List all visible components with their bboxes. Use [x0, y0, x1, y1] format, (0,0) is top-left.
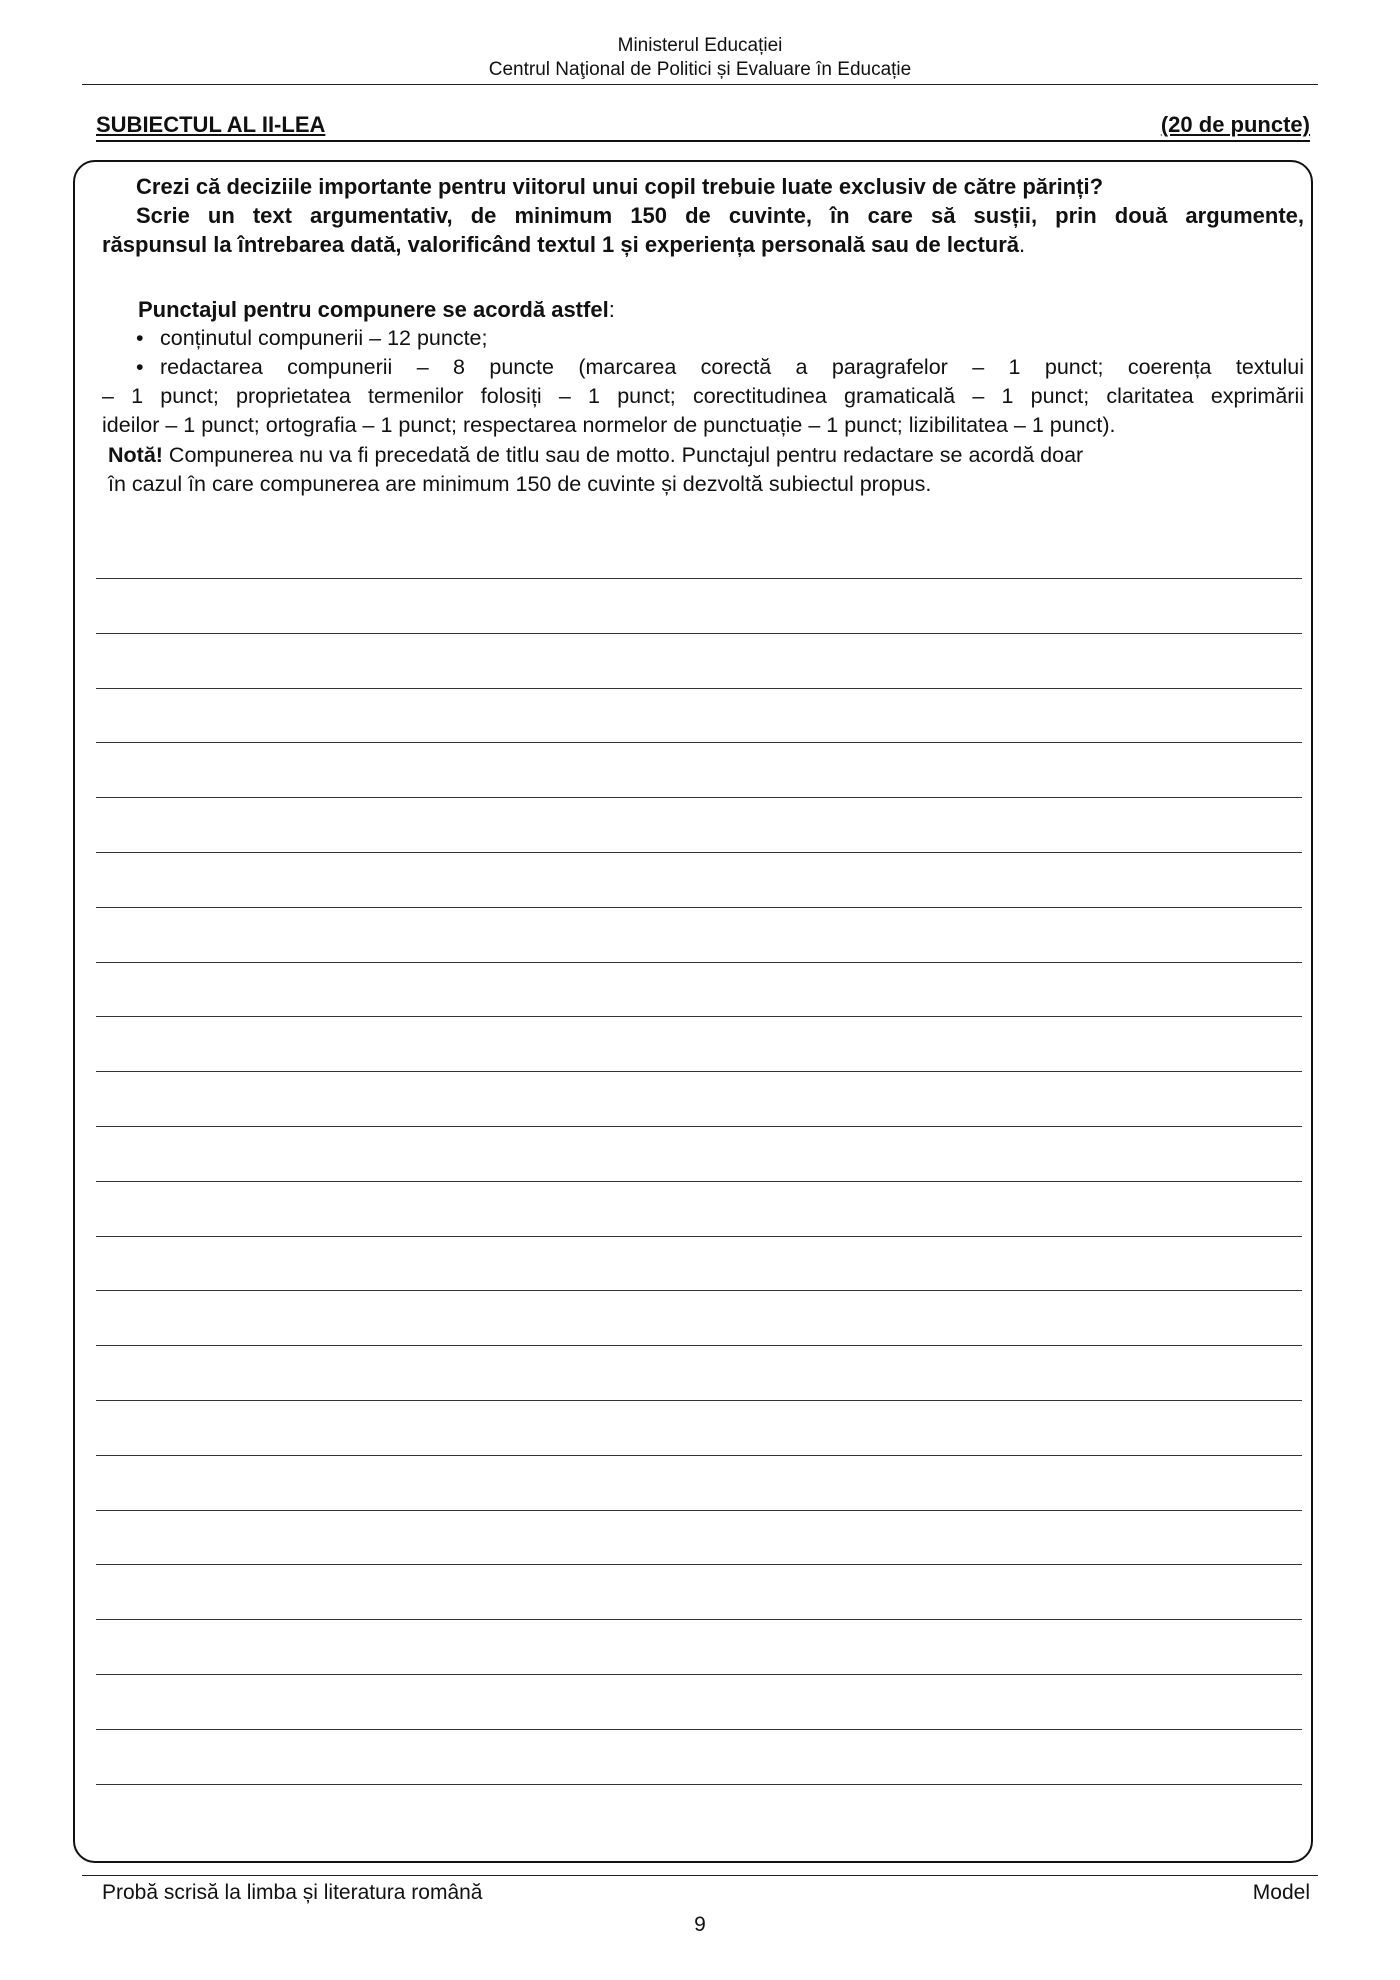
- header-divider: [82, 84, 1318, 85]
- subject-points: (20 de puncte): [1160, 112, 1310, 137]
- writing-line: [96, 1729, 1302, 1730]
- writing-line: [96, 688, 1302, 689]
- writing-line: [96, 633, 1302, 634]
- question-line-3-end: .: [1019, 232, 1026, 257]
- writing-line: [96, 797, 1302, 798]
- writing-line: [96, 1071, 1302, 1072]
- header-ministry: Ministerul Educației: [617, 35, 783, 56]
- writing-line: [96, 1784, 1302, 1785]
- scoring-item-writing-line-3: ideilor – 1 punct; ortografia – 1 punct; respectarea normelor de punctuație – 1 punct; lizibilitatea – 1 punct).: [102, 413, 1116, 437]
- scoring-item-content-text: conținutul compunerii – 12 puncte;: [160, 326, 488, 350]
- writing-line: [96, 1455, 1302, 1456]
- scoring-item-writing-line-1: redactarea compunerii – 8 puncte (marcarea corectă a paragrafelor – 1 punct; coerența textului: [160, 355, 1304, 379]
- bullet-icon: •: [136, 326, 144, 350]
- question-line-3: [102, 230, 1304, 259]
- page-number: 9: [694, 1913, 706, 1936]
- footer-divider: [82, 1875, 1318, 1876]
- question-line-2: Scrie un text argumentativ, de minimum 150 de cuvinte, în care să susții, prin două argumente,: [136, 203, 1304, 228]
- writing-line: [96, 742, 1302, 743]
- writing-line: [96, 1290, 1302, 1291]
- scoring-item-writing-line-2: – 1 punct; proprietatea termenilor folosiți – 1 punct; corectitudinea gramaticală – 1 punct; claritatea exprimării: [102, 384, 1304, 408]
- writing-line: [96, 1564, 1302, 1565]
- subject-heading-row: [96, 112, 1310, 142]
- footer-model-label: Model: [1252, 1881, 1310, 1904]
- scoring-title-text: Punctajul pentru compunere se acordă astfel: [138, 297, 609, 322]
- footer-exam-title: Probă scrisă la limba și literatura română: [102, 1881, 483, 1904]
- scoring-item-writing: [136, 353, 1304, 382]
- scoring-title-colon: :: [608, 297, 615, 322]
- writing-line: [96, 1400, 1302, 1401]
- scoring-title: [138, 295, 1304, 324]
- bullet-icon: •: [136, 355, 144, 379]
- writing-line: [96, 907, 1302, 908]
- scoring-item-content: [136, 324, 1304, 353]
- note-line-1-text: Compunerea nu va fi precedată de titlu sau de motto. Punctajul pentru redactare se acordă doar: [162, 443, 1084, 467]
- writing-line: [96, 1674, 1302, 1675]
- question-line-1: Crezi că deciziile importante pentru viitorul unui copil trebuie luate exclusiv de către părinți?: [136, 174, 1104, 199]
- writing-line: [96, 1126, 1302, 1127]
- question-line-3-text: răspunsul la întrebarea dată, valorificând textul 1 și experiența personală sau de lectură: [102, 232, 1020, 257]
- writing-line: [96, 852, 1302, 853]
- writing-line: [96, 1236, 1302, 1237]
- writing-line: [96, 1345, 1302, 1346]
- writing-line: [96, 578, 1302, 579]
- note-label: Notă!: [108, 443, 163, 467]
- header-center: Centrul Naţional de Politici și Evaluare în Educație: [488, 59, 912, 80]
- subject-title: SUBIECTUL AL II-LEA: [96, 112, 326, 137]
- writing-line: [96, 1510, 1302, 1511]
- writing-line: [96, 1619, 1302, 1620]
- writing-line: [96, 1181, 1302, 1182]
- writing-line: [96, 962, 1302, 963]
- note-line-2: în cazul în care compunerea are minimum 150 de cuvinte și dezvoltă subiectul propus.: [108, 472, 932, 496]
- writing-line: [96, 1016, 1302, 1017]
- note-line-1: [108, 441, 1304, 470]
